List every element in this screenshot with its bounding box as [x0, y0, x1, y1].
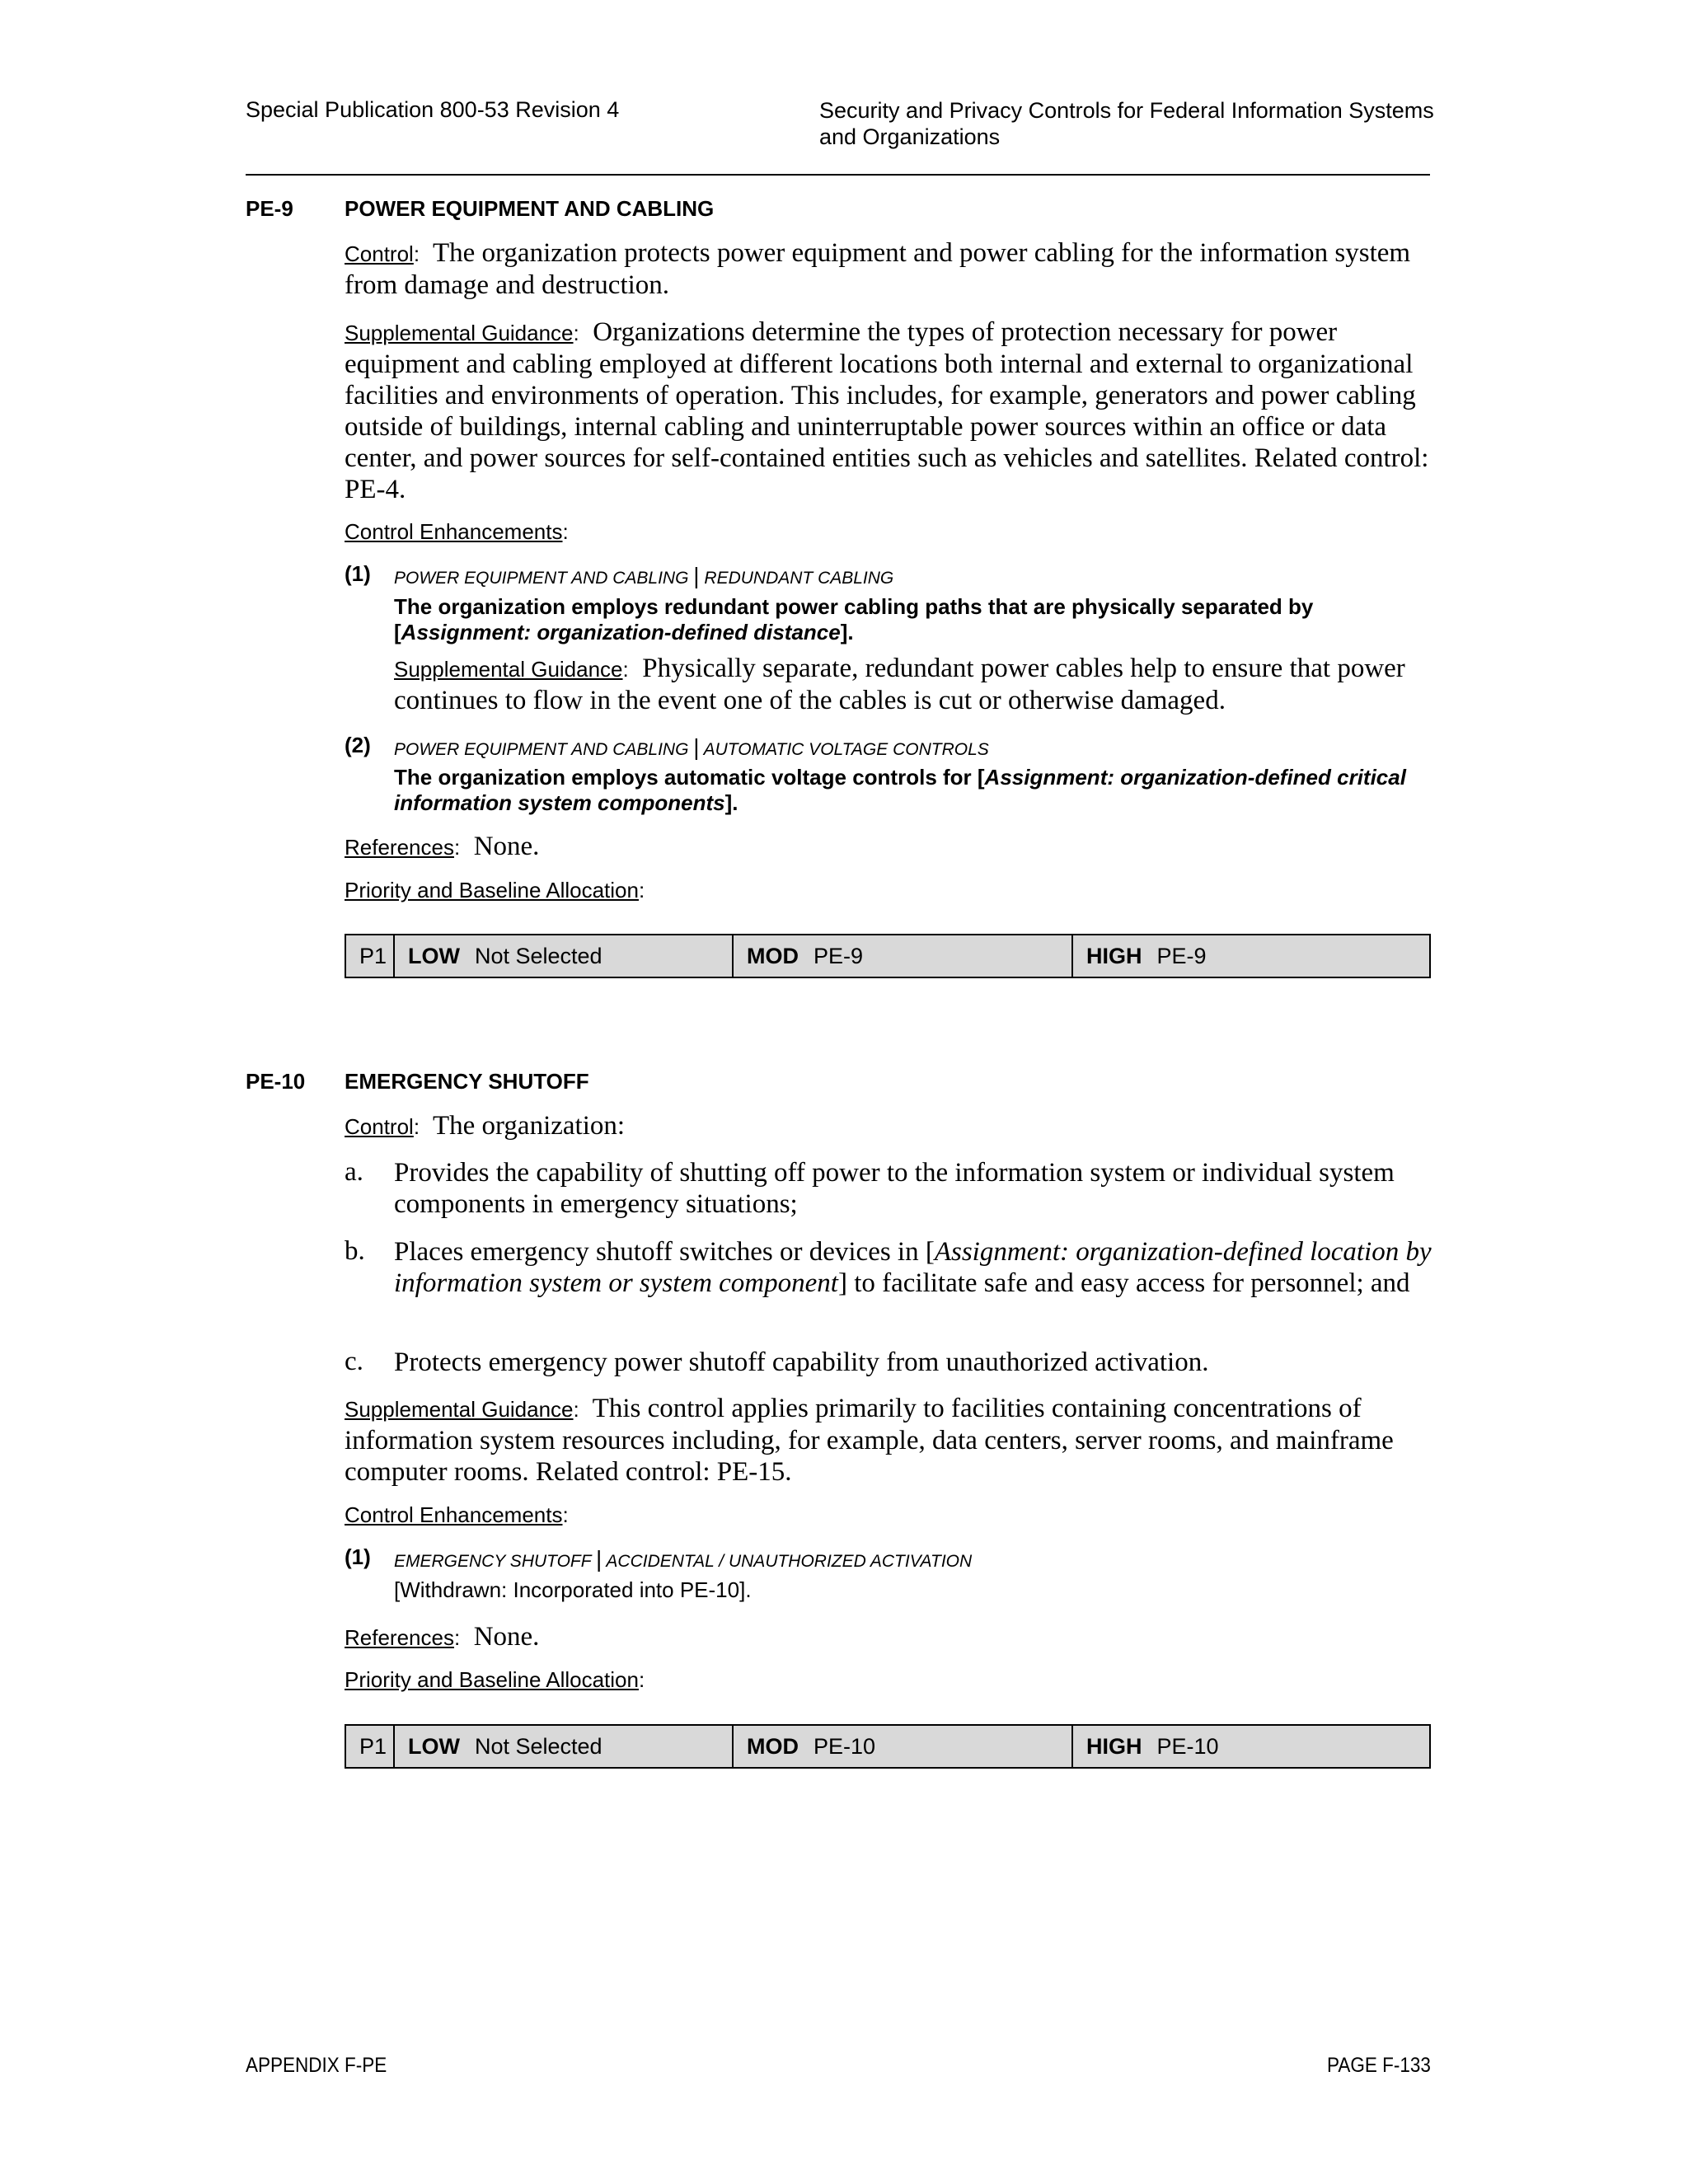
- pe9-enh2-body-post: ].: [724, 790, 738, 815]
- pe9-high-label: HIGH: [1086, 943, 1142, 968]
- pe10-low-cell: [394, 1725, 733, 1768]
- pe10-low-value: Not Selected: [474, 1733, 603, 1759]
- pe9-control-label: Control: [345, 241, 414, 266]
- pe10-item-b-text: [394, 1236, 1434, 1299]
- pe9-guidance-label: Supplemental Guidance: [345, 321, 574, 345]
- pe10-guidance-label: Supplemental Guidance: [345, 1397, 574, 1422]
- pe9-id: PE-9: [246, 196, 293, 221]
- header-divider: [246, 174, 1430, 176]
- pe9-references-label: References: [345, 835, 454, 860]
- pe9-mod-value: PE-9: [814, 943, 864, 968]
- pe9-enh1-guidance: Supplemental Guidance: Physically separate, redundant power cables help to ensure that power continues to flow in the event one of the cables is cut or otherwise damaged.: [394, 654, 1405, 715]
- pe10-id: PE-10: [246, 1069, 306, 1094]
- pe10-item-a-text: Provides the capability of shutting off power to the information system or individual system components in emergency situations;: [394, 1158, 1395, 1219]
- pe10-title: EMERGENCY SHUTOFF: [345, 1069, 589, 1094]
- pe9-low-value: Not Selected: [474, 943, 603, 968]
- pe10-item-b-post: ] to facilitate safe and easy access for personnel; and: [837, 1268, 1410, 1298]
- pe9-enh2-number: (2): [345, 733, 371, 757]
- pe10-control: Control: The organization:: [345, 1111, 626, 1141]
- pe10-high-label: HIGH: [1086, 1733, 1142, 1759]
- pe10-enhancements-heading: Control Enhancements:: [345, 1502, 569, 1527]
- header-publication: Special Publication 800-53 Revision 4: [246, 97, 620, 122]
- pe10-priority-cell: P1: [345, 1725, 394, 1768]
- pe9-control-text: The organization protects power equipment and power cabling for the information system from damage and destruction.: [345, 238, 1411, 300]
- pe10-enh1-title-b: ACCIDENTAL / UNAUTHORIZED ACTIVATION: [606, 1552, 973, 1571]
- pe9-enh2-title-a: POWER EQUIPMENT AND CABLING: [394, 740, 689, 759]
- pe9-enh2-title-b: AUTOMATIC VOLTAGE CONTROLS: [703, 740, 989, 759]
- pe9-guidance: Supplemental Guidance: Organizations determine the types of protection necessary for power equipment and cabling employed at different locations both internal and external to organizational facilities and environments of operation. This includes, for example, generators and power cabling outside of buildings, internal cabling and uninterruptable power sources within an office or data center, and power sources for self-contained entities such as vehicles and satellites. Related control: PE-4.: [345, 317, 1429, 504]
- pe9-enhancements-label: Control Enhancements: [345, 519, 563, 544]
- pe10-mod-cell: [733, 1725, 1072, 1768]
- pe10-guidance: Supplemental Guidance: This control applies primarily to facilities containing concentrations of information system resources including, for example, data centers, server rooms, and mainframe computer rooms. Related control: PE-15.: [345, 1394, 1394, 1487]
- pe9-enhancements-heading: Control Enhancements:: [345, 519, 569, 544]
- pe10-priority-table: [345, 1724, 1431, 1769]
- pe9-priority-table: [345, 934, 1431, 978]
- pe10-item-b-letter: b.: [345, 1236, 365, 1266]
- pe9-enh1-body-pre: The organization employs redundant power cabling paths that are physically separated by [: [394, 594, 1314, 644]
- pe10-item-b-pre: Places emergency shutoff switches or devices in [: [394, 1237, 935, 1267]
- pe10-control-label: Control: [345, 1114, 414, 1139]
- table-row: [345, 1725, 1430, 1768]
- header-title-line2: and Organizations: [819, 124, 1001, 149]
- pe10-enh1-title: [394, 1546, 972, 1572]
- pe9-low-cell: [394, 935, 733, 977]
- pe10-references-text: None.: [473, 1622, 540, 1652]
- pe9-references: References: None.: [345, 832, 540, 861]
- pe9-enh2-separator: |: [693, 734, 700, 760]
- pe9-enh2-body-pre: The organization employs automatic voltage controls for [: [394, 765, 985, 790]
- footer-appendix: APPENDIX F-PE: [246, 2054, 387, 2077]
- pe10-enh1-body: [Withdrawn: Incorporated into PE-10].: [394, 1577, 752, 1602]
- pe10-mod-label: MOD: [747, 1733, 799, 1759]
- pe10-item-c-letter: c.: [345, 1347, 363, 1376]
- pe9-high-cell: [1072, 935, 1430, 977]
- pe10-priority-heading: Priority and Baseline Allocation:: [345, 1667, 645, 1692]
- pe10-item-b-assignment: Assignment: organization-defined location by information system or system component: [394, 1237, 1432, 1298]
- pe10-high-cell: [1072, 1725, 1430, 1768]
- pe9-enh1-assignment: Assignment: organization-defined distance: [401, 620, 841, 644]
- pe10-enh1-number: (1): [345, 1544, 371, 1569]
- pe10-low-label: LOW: [408, 1733, 460, 1759]
- pe9-enh2-title: [394, 734, 989, 761]
- pe10-item-a-letter: a.: [345, 1157, 363, 1187]
- pe9-low-label: LOW: [408, 943, 460, 968]
- pe9-enh2-body: [394, 765, 1437, 816]
- pe9-references-text: None.: [473, 832, 540, 861]
- pe10-item-c-text: Protects emergency power shutoff capability from unauthorized activation.: [394, 1347, 1209, 1377]
- pe10-references-label: References: [345, 1625, 454, 1650]
- pe9-priority-label: Priority and Baseline Allocation: [345, 878, 639, 902]
- pe9-enh1-number: (1): [345, 561, 371, 586]
- pe9-high-value: PE-9: [1156, 943, 1207, 968]
- pe10-mod-value: PE-10: [814, 1733, 876, 1759]
- pe9-title: POWER EQUIPMENT AND CABLING: [345, 196, 715, 221]
- pe10-control-text: The organization:: [432, 1111, 626, 1141]
- pe9-enh1-title: [394, 563, 893, 589]
- pe9-enh1-title-b: REDUNDANT CABLING: [704, 569, 894, 588]
- pe9-enh2-assignment: Assignment: organization-defined critical information system components: [394, 765, 1406, 815]
- pe10-enh1-title-a: EMERGENCY SHUTOFF: [394, 1552, 592, 1571]
- pe9-mod-label: MOD: [747, 943, 799, 968]
- pe9-enh1-body-post: ].: [840, 620, 854, 644]
- pe10-priority-label: Priority and Baseline Allocation: [345, 1667, 639, 1692]
- pe10-enhancements-label: Control Enhancements: [345, 1502, 563, 1527]
- pe9-enh1-body: [394, 594, 1437, 645]
- pe9-guidance-text: Organizations determine the types of protection necessary for power equipment and cabling employed at different locations both internal and external to organizational facilities and environments of operation. This includes, for example, generators and power cabling outside of buildings, internal cabling and uninterruptable power sources within an office or data center, and power sources for self-contained entities such as vehicles and satellites. Related control: PE-4.: [345, 317, 1429, 504]
- pe9-control: Control: The organization protects power equipment and power cabling for the information system from damage and destruction.: [345, 238, 1411, 300]
- pe9-enh1-guidance-label: Supplemental Guidance: [394, 657, 623, 682]
- header-title: [819, 97, 1446, 150]
- pe9-enh1-title-a: POWER EQUIPMENT AND CABLING: [394, 569, 689, 588]
- pe9-priority-cell: P1: [345, 935, 394, 977]
- pe10-references: References: None.: [345, 1622, 540, 1652]
- footer-page-number: PAGE F-133: [1327, 2054, 1431, 2077]
- pe9-enh1-guidance-text: Physically separate, redundant power cables help to ensure that power continues to flow in the event one of the cables is cut or otherwise damaged.: [394, 654, 1405, 715]
- pe9-enh1-separator: |: [693, 563, 700, 588]
- pe9-priority-heading: Priority and Baseline Allocation:: [345, 878, 645, 902]
- table-row: [345, 935, 1430, 977]
- pe10-high-value: PE-10: [1156, 1733, 1219, 1759]
- pe10-guidance-text: This control applies primarily to facilities containing concentrations of information system resources including, for example, data centers, server rooms, and mainframe computer rooms. Related control: PE-15.: [345, 1394, 1394, 1487]
- header-title-line1: Security and Privacy Controls for Federal Information Systems: [819, 98, 1434, 123]
- pe10-enh1-separator: |: [596, 1546, 603, 1572]
- pe9-mod-cell: [733, 935, 1072, 977]
